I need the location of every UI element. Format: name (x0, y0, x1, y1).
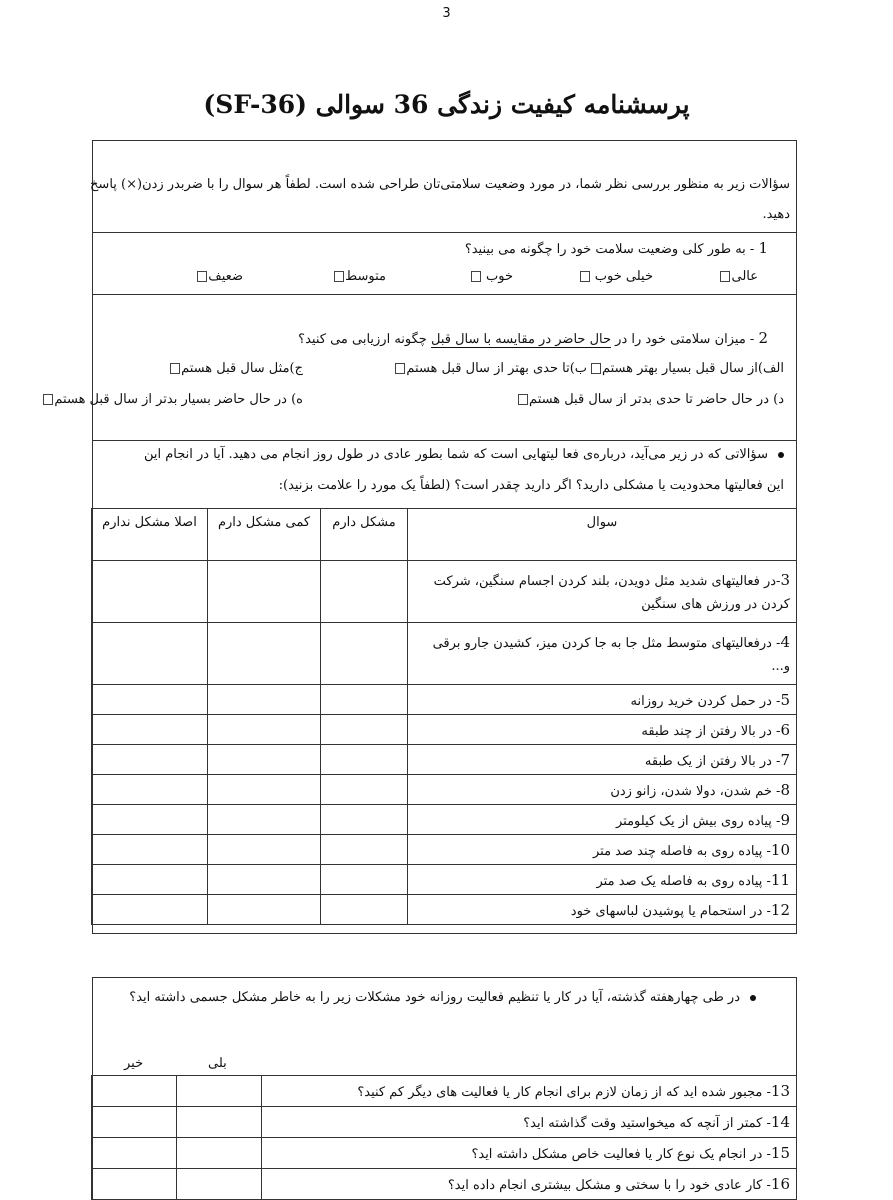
q2-option-a[interactable]: الف)از سال قبل بسیار بهتر هستم (590, 361, 784, 376)
q1-option-good[interactable]: خوب (470, 269, 513, 284)
question-1-label: - به طور کلی وضعیت سلامت خود را چگونه می بینید؟ (464, 242, 759, 257)
activities-intro-line-1: سؤالاتی که در زیر می‌آید، درباره‌ی فعا لیتهایی است که شما بطور عادی در طول روز انجام می دهید. آیا در انجام این (144, 447, 784, 462)
answer-cell[interactable] (208, 835, 321, 865)
answer-cell[interactable] (92, 805, 208, 835)
work-table (91, 1075, 797, 1200)
activities-table (91, 508, 797, 925)
work-limitations-box (92, 977, 797, 1200)
table-row (92, 895, 797, 925)
work-question-14: 14- کمتر از آنچه که میخواستید وقت گذاشته اید؟ (262, 1107, 797, 1138)
table-row (92, 805, 797, 835)
answer-cell-no[interactable] (92, 1138, 177, 1169)
answer-cell[interactable] (92, 775, 208, 805)
question-2-text: 2 - میزان سلامتی خود را در حال حاضر در مقایسه با سال قبل چگونه ارزیابی می کنید؟ (298, 329, 768, 347)
checkbox-icon[interactable] (334, 271, 344, 282)
activities-intro-line-2: این فعالیتها محدودیت یا مشکلی دارید؟ اگر دارید چقدر است؟ (لطفاً یک مورد را علامت بزنید): (278, 478, 784, 493)
table-row (92, 623, 797, 685)
answer-cell[interactable] (321, 895, 408, 925)
activity-question-8: 8- خم شدن، دولا شدن، زانو زدن (408, 775, 797, 805)
table-row (92, 1138, 797, 1169)
work-question-15: 15- در انجام یک نوع کار یا فعالیت خاص مشکل داشته اید؟ (262, 1138, 797, 1169)
q1-option-fair[interactable]: متوسط (333, 269, 386, 284)
table-row (92, 685, 797, 715)
header-little-problem: کمی مشکل دارم (208, 509, 321, 561)
activities-section (93, 441, 796, 933)
answer-cell[interactable] (92, 561, 208, 623)
answer-cell[interactable] (92, 685, 208, 715)
work-question-16: 16- کار عادی خود را با سختی و مشکل بیشتری انجام داده اید؟ (262, 1169, 797, 1200)
checkbox-icon[interactable] (170, 363, 180, 374)
work-intro: در طی چهارهفته گذشته، آیا در کار یا تنظیم فعالیت روزانه خود مشکلات زیر را به خاطر مشکل جسمی داشته اید؟ (129, 990, 756, 1005)
question-1-text (465, 239, 768, 257)
header-no-problem: اصلا مشکل ندارم (92, 509, 208, 561)
table-row (92, 865, 797, 895)
checkbox-icon[interactable] (720, 271, 730, 282)
question-2-number: 2 (758, 329, 768, 347)
activity-question-12: 12- در استحمام یا پوشیدن لباسهای خود (408, 895, 797, 925)
activity-question-4: 4- درفعالیتهای متوسط مثل جا به جا کردن میز، کشیدن جارو برقی و... (408, 623, 797, 685)
answer-cell[interactable] (321, 865, 408, 895)
answer-cell[interactable] (92, 623, 208, 685)
answer-cell[interactable] (208, 865, 321, 895)
question-1-number: 1 (758, 239, 768, 257)
checkbox-icon[interactable] (471, 271, 481, 282)
q1-option-excellent[interactable]: عالی (719, 269, 758, 284)
page-number: 3 (442, 6, 451, 21)
answer-cell[interactable] (208, 685, 321, 715)
answer-cell[interactable] (208, 895, 321, 925)
activity-question-10: 10- پیاده روی به فاصله چند صد متر (408, 835, 797, 865)
q2-option-e[interactable]: ه) در حال حاضر بسیار بدتر از سال قبل هستم (42, 392, 303, 407)
answer-cell[interactable] (92, 715, 208, 745)
answer-cell[interactable] (321, 775, 408, 805)
answer-cell-yes[interactable] (177, 1076, 262, 1107)
page-title: پرسشنامه کیفیت زندگی 36 سوالی (SF-36) (203, 90, 690, 119)
answer-cell[interactable] (321, 805, 408, 835)
answer-cell[interactable] (321, 685, 408, 715)
checkbox-icon[interactable] (43, 394, 53, 405)
activity-question-7: 7- در بالا رفتن از یک طبقه (408, 745, 797, 775)
work-question-13: 13- مجبور شده اید که از زمان لازم برای انجام کار یا فعالیت های دیگر کم کنید؟ (262, 1076, 797, 1107)
answer-cell-no[interactable] (92, 1107, 177, 1138)
answer-cell[interactable] (92, 895, 208, 925)
activity-question-9: 9- پیاده روی بیش از یک کیلومتر (408, 805, 797, 835)
table-row (92, 835, 797, 865)
q1-option-very-good[interactable]: خیلی خوب (579, 269, 653, 284)
checkbox-icon[interactable] (518, 394, 528, 405)
no-label: خیر (124, 1056, 144, 1071)
question-1 (93, 233, 796, 295)
answer-cell[interactable] (321, 623, 408, 685)
table-row (92, 775, 797, 805)
checkbox-icon[interactable] (591, 363, 601, 374)
q2-option-c[interactable]: ج)مثل سال قبل هستم (169, 361, 303, 376)
table-row (92, 561, 797, 623)
checkbox-icon[interactable] (197, 271, 207, 282)
activity-question-6: 6- در بالا رفتن از چند طبقه (408, 715, 797, 745)
table-row (92, 745, 797, 775)
answer-cell[interactable] (208, 745, 321, 775)
answer-cell[interactable] (321, 835, 408, 865)
answer-cell-yes[interactable] (177, 1107, 262, 1138)
checkbox-icon[interactable] (395, 363, 405, 374)
answer-cell-yes[interactable] (177, 1169, 262, 1200)
question-2 (54, 295, 796, 441)
answer-cell[interactable] (92, 865, 208, 895)
activity-question-3: 3-در فعالیتهای شدید مثل دویدن، بلند کردن اجسام سنگین، شرکت کردن در ورزش های سنگین (408, 561, 797, 623)
answer-cell[interactable] (208, 623, 321, 685)
answer-cell[interactable] (321, 561, 408, 623)
activity-question-11: 11- پیاده روی به فاصله یک صد متر (408, 865, 797, 895)
question-2-underlined: حال حاضر در مقایسه با سال قبل (430, 332, 612, 347)
table-row (92, 1076, 797, 1107)
table-header-row (92, 509, 797, 561)
answer-cell[interactable] (208, 561, 321, 623)
answer-cell[interactable] (208, 775, 321, 805)
answer-cell-no[interactable] (92, 1076, 177, 1107)
answer-cell[interactable] (208, 805, 321, 835)
answer-cell-yes[interactable] (177, 1138, 262, 1169)
answer-cell[interactable] (92, 835, 208, 865)
answer-cell-no[interactable] (92, 1169, 177, 1200)
header-question: سوال (408, 509, 797, 561)
q2-option-b[interactable]: ب)تا حدی بهتر از سال قبل هستم (394, 361, 587, 376)
checkbox-icon[interactable] (580, 271, 590, 282)
table-row (92, 1107, 797, 1138)
answer-cell[interactable] (321, 715, 408, 745)
table-row (92, 1169, 797, 1200)
intro-line-2: دهید. (762, 207, 790, 222)
questionnaire-box (54, 140, 797, 934)
activity-question-5: 5- در حمل کردن خرید روزانه (408, 685, 797, 715)
table-row (92, 715, 797, 745)
answer-cell[interactable] (92, 745, 208, 775)
bullet-icon (778, 452, 784, 458)
answer-cell[interactable] (321, 745, 408, 775)
bullet-icon (750, 995, 756, 1001)
header-have-problem: مشکل دارم (321, 509, 408, 561)
answer-cell[interactable] (208, 715, 321, 745)
intro-section (90, 141, 796, 233)
q1-option-poor[interactable]: ضعیف (196, 269, 243, 284)
q2-option-d[interactable]: د) در حال حاضر تا حدی بدتر از سال قبل هستم (517, 392, 784, 407)
yes-label: بلی (208, 1056, 227, 1071)
intro-line-1: سؤالات زیر به منظور بررسی نظر شما، در مورد وضعیت سلامتی‌تان طراحی شده است. لطفاً هر سوال را با ضربدر زدن(×) پاسخ (90, 177, 790, 192)
